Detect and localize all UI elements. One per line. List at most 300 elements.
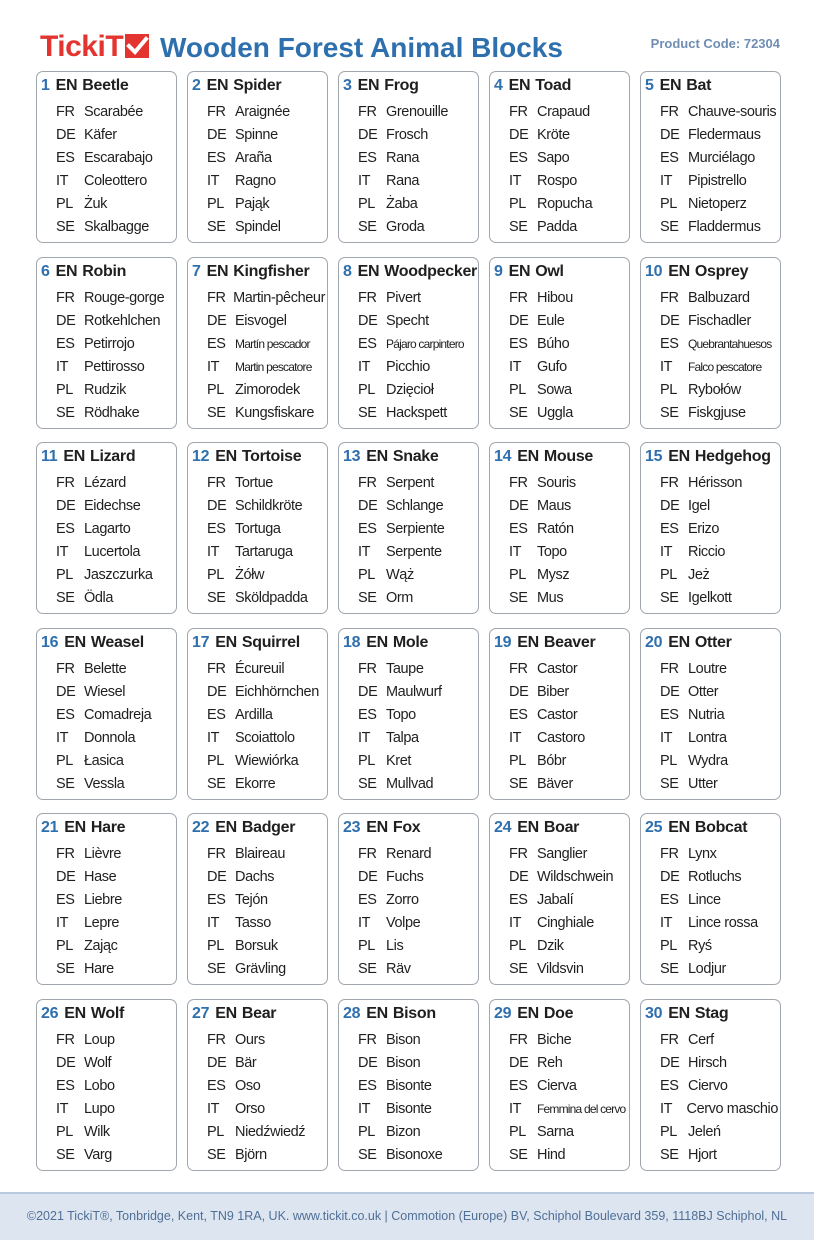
language-code: FR	[56, 475, 75, 492]
animal-card	[640, 442, 781, 614]
language-code: IT	[56, 1100, 69, 1117]
translated-name: Tasso	[235, 915, 271, 932]
translation-list	[343, 472, 476, 610]
translated-name: Hind	[537, 1146, 566, 1163]
language-code: IT	[509, 1100, 522, 1117]
english-animal-name: Mole	[392, 633, 429, 651]
language-code-en: EN	[215, 633, 237, 651]
translated-name: Sköldpadda	[235, 590, 308, 607]
language-code-en: EN	[215, 819, 237, 837]
language-code: PL	[509, 938, 526, 955]
translation-row	[645, 727, 778, 750]
language-code: PL	[207, 567, 224, 584]
translated-name: Zorro	[386, 892, 419, 909]
translation-row	[343, 216, 476, 239]
language-code: PL	[207, 752, 224, 769]
translated-name: Bäver	[537, 775, 573, 792]
translated-name: Pająk	[235, 196, 270, 212]
language-code: IT	[660, 173, 673, 189]
translation-row	[41, 333, 174, 356]
language-code-en: EN	[215, 448, 237, 466]
translation-row	[192, 216, 325, 239]
translated-name: Pájaro carpintero	[386, 336, 464, 351]
translated-name: Mullvad	[386, 775, 434, 792]
translation-row	[343, 935, 476, 958]
translation-row	[645, 310, 778, 333]
language-code: DE	[358, 1054, 378, 1071]
card-heading	[494, 819, 627, 843]
translation-row	[192, 1098, 325, 1121]
language-code: IT	[56, 544, 69, 561]
checkbox-tick-icon	[125, 34, 149, 58]
translation-list	[343, 843, 476, 981]
language-code: SE	[207, 775, 226, 792]
translation-row	[343, 704, 476, 727]
language-code: IT	[509, 915, 522, 932]
card-number: 28	[343, 1004, 361, 1022]
translated-name: Bison	[386, 1054, 421, 1071]
language-code: DE	[660, 127, 680, 143]
card-heading	[494, 263, 627, 287]
english-animal-name: Lizard	[89, 448, 136, 466]
card-heading	[645, 448, 778, 472]
language-code: IT	[660, 544, 673, 561]
translation-row	[192, 147, 325, 170]
language-code: PL	[509, 196, 526, 212]
translation-row	[343, 402, 476, 425]
translation-row	[41, 889, 174, 912]
translation-row	[645, 356, 778, 379]
card-heading	[494, 634, 627, 658]
card-heading	[41, 263, 174, 287]
translation-row	[41, 1075, 174, 1098]
animal-card	[36, 628, 177, 800]
translated-name: Sapo	[537, 150, 570, 166]
translated-name: Ardilla	[235, 706, 273, 723]
translation-list	[41, 843, 174, 981]
translated-name: Spinne	[235, 127, 278, 143]
translated-name: Pipistrello	[688, 173, 747, 189]
translation-row	[41, 379, 174, 402]
language-code: ES	[207, 150, 226, 166]
translation-row	[645, 773, 778, 796]
translation-row	[494, 356, 627, 379]
translation-list	[41, 1029, 174, 1167]
translated-name: Cierva	[537, 1077, 577, 1094]
language-code: IT	[660, 729, 673, 746]
language-code: FR	[358, 1031, 377, 1048]
translation-row	[494, 681, 627, 704]
language-code: FR	[358, 289, 377, 306]
language-code: ES	[56, 1077, 75, 1094]
language-code: FR	[509, 104, 528, 120]
translation-row	[494, 866, 627, 889]
translation-row	[41, 310, 174, 333]
card-number: 11	[41, 448, 58, 466]
translation-row	[494, 935, 627, 958]
language-code: IT	[660, 915, 673, 932]
language-code: SE	[509, 961, 528, 978]
animal-card	[36, 813, 177, 985]
translation-row	[494, 1075, 627, 1098]
translation-list	[645, 287, 778, 425]
translated-name: Otter	[688, 683, 719, 700]
translation-row	[343, 124, 476, 147]
translation-row	[41, 843, 174, 866]
animal-card	[640, 257, 781, 429]
language-code: DE	[660, 1054, 680, 1071]
translation-list	[494, 1029, 627, 1167]
product-code: Product Code: 72304	[650, 36, 780, 51]
translated-name: Spindel	[235, 219, 281, 235]
language-code: IT	[358, 173, 371, 189]
translated-name: Scarabée	[84, 104, 143, 120]
translation-row	[41, 356, 174, 379]
translation-row	[494, 1029, 627, 1052]
language-code: IT	[207, 173, 220, 189]
translated-name: Orso	[235, 1100, 265, 1117]
language-code: ES	[358, 706, 377, 723]
language-code: SE	[660, 1146, 679, 1163]
translation-row	[494, 587, 627, 610]
card-number: 10	[645, 262, 663, 280]
card-number: 21	[41, 819, 59, 837]
translated-name: Topo	[537, 544, 567, 561]
translation-row	[494, 1121, 627, 1144]
translated-name: Loutre	[688, 660, 727, 677]
translation-row	[192, 193, 325, 216]
translation-row	[192, 958, 325, 981]
translation-list	[494, 472, 627, 610]
language-code: PL	[358, 752, 375, 769]
english-animal-name: Beetle	[82, 77, 129, 94]
language-code: FR	[660, 1031, 679, 1048]
language-code: SE	[358, 961, 377, 978]
card-number: 30	[645, 1004, 663, 1022]
language-code: ES	[509, 892, 528, 909]
animal-card	[187, 813, 328, 985]
footer-text: ©2021 TickiT®, Tonbridge, Kent, TN9 1RA, UK. www.tickit.co.uk | Commotion (Europe) BV, Schiphol Boulevard 359, 1118BJ Schiphol, NL	[26, 1209, 788, 1223]
language-code: DE	[56, 683, 76, 700]
english-animal-name: Fox	[392, 819, 421, 837]
translation-list	[343, 658, 476, 796]
english-animal-name: Beaver	[543, 633, 596, 651]
translation-row	[41, 1052, 174, 1075]
animal-card	[338, 628, 479, 800]
language-code: SE	[56, 590, 75, 607]
translation-row	[645, 216, 778, 239]
translation-list	[494, 843, 627, 981]
english-animal-name: Tortoise	[241, 448, 302, 466]
translated-name: Ryś	[688, 938, 712, 955]
language-code: ES	[56, 892, 75, 909]
translated-name: Lynx	[688, 846, 717, 863]
card-heading	[343, 448, 476, 472]
animal-card	[489, 257, 630, 429]
translation-row	[41, 958, 174, 981]
translation-row	[41, 727, 174, 750]
translation-row	[343, 1052, 476, 1075]
translated-name: Écureuil	[235, 660, 285, 677]
language-code: SE	[660, 404, 679, 421]
translated-name: Nietoperz	[688, 196, 747, 212]
card-number: 18	[343, 633, 361, 651]
language-code: FR	[207, 846, 226, 863]
animal-card	[489, 999, 630, 1171]
translated-name: Bisonoxe	[386, 1146, 443, 1163]
translated-name: Lince rossa	[688, 915, 758, 932]
language-code: PL	[509, 567, 526, 584]
translated-name: Tortue	[235, 475, 273, 492]
translation-row	[494, 287, 627, 310]
language-code: FR	[358, 104, 377, 120]
translation-row	[192, 1121, 325, 1144]
language-code: PL	[660, 196, 677, 212]
language-code: DE	[660, 498, 680, 515]
language-code: FR	[207, 104, 226, 120]
translation-row	[192, 912, 325, 935]
translation-row	[343, 472, 476, 495]
language-code: SE	[358, 590, 377, 607]
english-animal-name: Mouse	[543, 448, 594, 466]
translated-name: Renard	[386, 846, 432, 863]
translated-name: Bisonte	[386, 1100, 432, 1117]
translated-name: Ragno	[235, 173, 276, 189]
translation-row	[645, 518, 778, 541]
translated-name: Lagarto	[84, 521, 131, 538]
english-animal-name: Bear	[241, 1004, 277, 1022]
language-code: FR	[56, 104, 75, 120]
language-code: IT	[56, 358, 69, 375]
animal-card	[36, 999, 177, 1171]
english-animal-name: Squirrel	[241, 633, 300, 651]
translation-row	[645, 681, 778, 704]
translated-name: Serpente	[386, 544, 442, 561]
translation-row	[343, 333, 476, 356]
translation-row	[645, 1121, 778, 1144]
translation-row	[494, 750, 627, 773]
translated-name: Fladdermus	[688, 219, 761, 235]
translation-row	[645, 587, 778, 610]
translation-row	[343, 1144, 476, 1167]
translation-row	[41, 1144, 174, 1167]
english-animal-name: Snake	[392, 448, 439, 466]
translated-name: Kungsfiskare	[235, 404, 315, 421]
language-code: DE	[207, 1054, 227, 1071]
language-code: SE	[509, 775, 528, 792]
translated-name: Riccio	[688, 544, 726, 561]
language-code: SE	[358, 404, 377, 421]
language-code: ES	[207, 892, 226, 909]
translated-name: Loup	[84, 1031, 115, 1048]
language-code: FR	[358, 475, 377, 492]
translation-row	[41, 1029, 174, 1052]
translation-list	[494, 658, 627, 796]
language-code: FR	[509, 846, 528, 863]
card-heading	[41, 448, 174, 472]
translated-name: Zimorodek	[235, 381, 300, 398]
language-code: FR	[207, 475, 226, 492]
translated-name: Sanglier	[537, 846, 587, 863]
animal-card-grid	[36, 71, 780, 1171]
translation-row	[343, 587, 476, 610]
translated-name: Kröte	[537, 127, 570, 143]
translated-name: Erizo	[688, 521, 720, 538]
translated-name: Rospo	[537, 173, 577, 189]
translated-name: Hase	[84, 869, 117, 886]
translation-row	[494, 958, 627, 981]
translated-name: Bisonte	[386, 1077, 432, 1094]
language-code: PL	[56, 1123, 73, 1140]
translation-row	[192, 1144, 325, 1167]
translation-row	[192, 564, 325, 587]
translated-name: Rotkehlchen	[84, 312, 161, 329]
translation-list	[645, 1029, 778, 1167]
language-code: FR	[660, 104, 679, 120]
translation-row	[494, 912, 627, 935]
translation-row	[41, 147, 174, 170]
language-code-en: EN	[357, 262, 380, 280]
translated-name: Volpe	[386, 915, 421, 932]
language-code: ES	[509, 1077, 528, 1094]
translation-row	[192, 333, 325, 356]
translation-row	[494, 704, 627, 727]
language-code: ES	[56, 150, 75, 166]
language-code-en: EN	[64, 819, 86, 837]
language-code: FR	[207, 660, 226, 677]
translation-row	[645, 935, 778, 958]
card-heading	[645, 634, 778, 658]
translation-row	[343, 1075, 476, 1098]
translated-name: Niedźwiedź	[235, 1123, 306, 1140]
translation-row	[494, 193, 627, 216]
translated-name: Serpent	[386, 475, 434, 492]
translated-name: Wildschwein	[537, 869, 614, 886]
translated-name: Nutria	[688, 706, 725, 723]
language-code: IT	[56, 173, 69, 189]
language-code: SE	[358, 219, 377, 235]
language-code: DE	[358, 498, 378, 515]
language-code: PL	[56, 752, 73, 769]
translation-list	[494, 287, 627, 425]
english-animal-name: Robin	[82, 262, 127, 280]
translation-row	[41, 704, 174, 727]
animal-card	[338, 813, 479, 985]
card-number: 7	[192, 262, 201, 280]
translation-row	[192, 1075, 325, 1098]
translation-row	[192, 310, 325, 333]
translation-row	[494, 101, 627, 124]
translation-row	[645, 564, 778, 587]
translation-row	[343, 773, 476, 796]
translation-list	[192, 843, 325, 981]
card-number: 20	[645, 633, 663, 651]
language-code: ES	[207, 1077, 226, 1094]
translated-name: Picchio	[386, 358, 430, 375]
language-code: IT	[56, 729, 69, 746]
translated-name: Escarabajo	[84, 150, 153, 166]
translated-name: Jeleń	[688, 1123, 721, 1140]
card-heading	[192, 77, 325, 101]
language-code: SE	[56, 219, 75, 235]
translation-row	[494, 124, 627, 147]
translation-list	[192, 287, 325, 425]
language-code: DE	[56, 127, 76, 143]
language-code: SE	[207, 961, 226, 978]
language-code: FR	[207, 1031, 226, 1048]
language-code: DE	[509, 312, 529, 329]
translation-row	[41, 170, 174, 193]
translation-row	[41, 287, 174, 310]
animal-card	[640, 999, 781, 1171]
translation-row	[343, 866, 476, 889]
language-code: ES	[660, 892, 679, 909]
translated-name: Hackspett	[386, 404, 447, 421]
language-code-en: EN	[517, 633, 539, 651]
language-code: DE	[56, 869, 76, 886]
translated-name: Taupe	[386, 660, 424, 677]
translated-name: Martin-pêcheur	[233, 289, 325, 306]
translated-name: Łasica	[84, 752, 124, 769]
translated-name: Coleottero	[84, 173, 147, 189]
translated-name: Grävling	[235, 961, 286, 978]
translation-row	[494, 402, 627, 425]
english-animal-name: Weasel	[90, 633, 144, 651]
language-code: DE	[207, 312, 227, 329]
translation-row	[494, 564, 627, 587]
language-code: ES	[358, 521, 377, 538]
translated-name: Donnola	[84, 729, 136, 746]
translation-row	[645, 1029, 778, 1052]
translated-name: Rotluchs	[688, 869, 742, 886]
english-animal-name: Frog	[384, 77, 419, 94]
english-animal-name: Hare	[90, 819, 126, 837]
translated-name: Igelkott	[688, 590, 732, 607]
language-code: IT	[509, 358, 522, 375]
translation-row	[645, 101, 778, 124]
translation-row	[494, 310, 627, 333]
language-code: ES	[207, 706, 226, 723]
card-number: 15	[645, 448, 663, 466]
translation-row	[41, 101, 174, 124]
translated-name: Kret	[386, 752, 411, 769]
english-animal-name: Stag	[694, 1004, 729, 1022]
translated-name: Eisvogel	[235, 312, 287, 329]
language-code: ES	[358, 1077, 377, 1094]
card-number: 2	[192, 77, 201, 94]
animal-card	[338, 442, 479, 614]
translation-row	[192, 935, 325, 958]
translation-row	[645, 889, 778, 912]
translation-row	[494, 889, 627, 912]
card-heading	[41, 77, 174, 101]
animal-card	[489, 813, 630, 985]
translated-name: Falco pescatore	[688, 359, 762, 374]
translated-name: Sowa	[537, 381, 572, 398]
translated-name: Padda	[537, 219, 577, 235]
translation-row	[343, 356, 476, 379]
translated-name: Lièvre	[84, 846, 122, 863]
translated-name: Lepre	[84, 915, 120, 932]
page-header	[0, 0, 814, 72]
translated-name: Bär	[235, 1054, 257, 1071]
translated-name: Jaszczurka	[84, 567, 153, 584]
language-code: SE	[207, 590, 226, 607]
translated-name: Wiewiórka	[235, 752, 299, 769]
translated-name: Hibou	[537, 289, 573, 306]
translation-row	[192, 889, 325, 912]
language-code: PL	[56, 381, 73, 398]
